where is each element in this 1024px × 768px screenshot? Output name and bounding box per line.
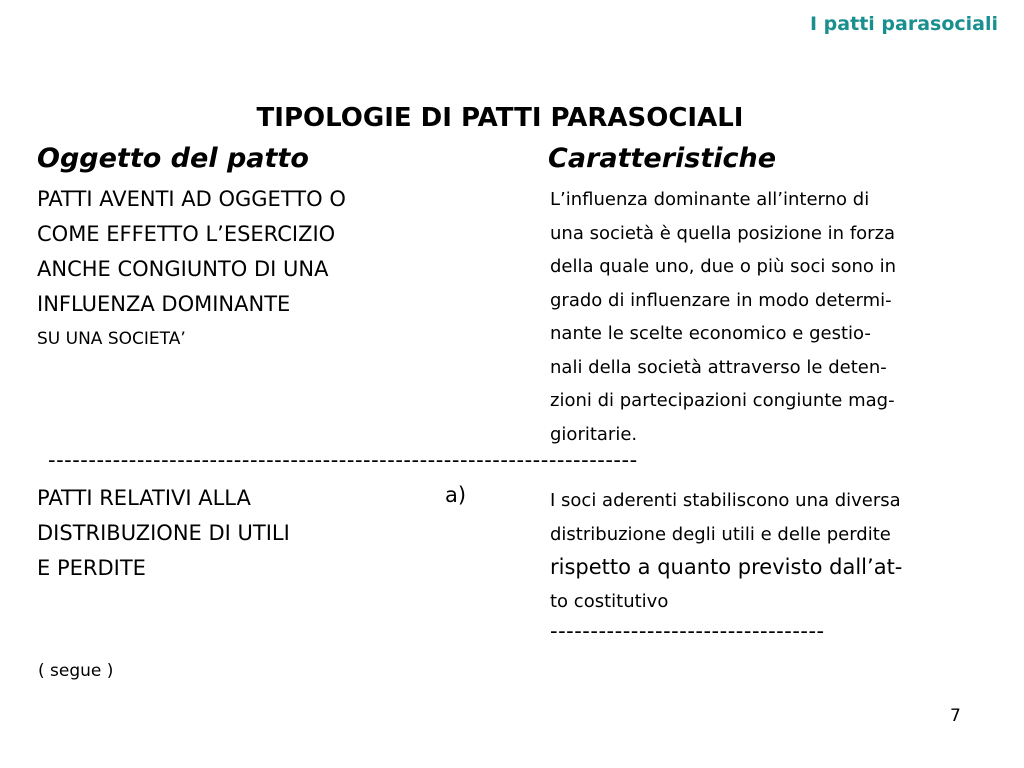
- item-marker: a): [445, 483, 467, 507]
- text-line: L’influenza dominante all’interno di: [550, 189, 870, 210]
- text-line: zioni di partecipazioni congiunte mag-: [550, 390, 895, 411]
- column-heading-caratteristiche: Caratteristiche: [548, 143, 777, 174]
- text-line: della quale uno, due o più soci sono in: [550, 256, 897, 277]
- text-line: nali della società attraverso le deten-: [550, 356, 887, 378]
- text-line: INFLUENZA DOMINANTE: [37, 292, 291, 316]
- row1-oggetto: [37, 182, 346, 357]
- text-line: rispetto a quanto previsto dall’at-: [550, 555, 903, 579]
- text-line: to costitutivo: [550, 590, 669, 612]
- text-line: grado di influenzare in modo determi-: [550, 289, 892, 311]
- header-title: I patti parasociali: [810, 13, 998, 35]
- text-line: PATTI RELATIVI ALLA: [37, 486, 251, 510]
- text-line: gioritarie.: [550, 423, 638, 445]
- text-line: PATTI AVENTI AD OGGETTO O: [37, 187, 346, 211]
- text-line: I soci aderenti stabiliscono una diversa: [550, 490, 901, 511]
- text-line: una società è quella posizione in forza: [550, 222, 896, 244]
- row2-oggetto: [37, 481, 290, 586]
- text-line: E PERDITE: [37, 556, 146, 580]
- text-line: ANCHE CONGIUNTO DI UNA: [37, 257, 329, 281]
- text-line: nante le scelte economico e gestio-: [550, 323, 871, 344]
- row2-caratteristiche: [550, 484, 902, 618]
- text-line: distribuzione degli utili e delle perdite: [550, 523, 891, 545]
- text-line: DISTRIBUZIONE DI UTILI: [37, 521, 290, 545]
- separator-line: -------------------------------------------------------------------------: [48, 448, 638, 472]
- column-heading-oggetto: Oggetto del patto: [37, 143, 309, 174]
- separator-line-short: ----------------------------------: [550, 619, 825, 643]
- row1-caratteristiche: [550, 183, 896, 451]
- page-number: 7: [950, 706, 961, 726]
- text-line: SU UNA SOCIETA’: [37, 329, 186, 349]
- text-line: COME EFFETTO L’ESERCIZIO: [37, 222, 336, 246]
- segue-note: ( segue ): [38, 661, 114, 681]
- slide-title: TIPOLOGIE DI PATTI PARASOCIALI: [256, 103, 744, 133]
